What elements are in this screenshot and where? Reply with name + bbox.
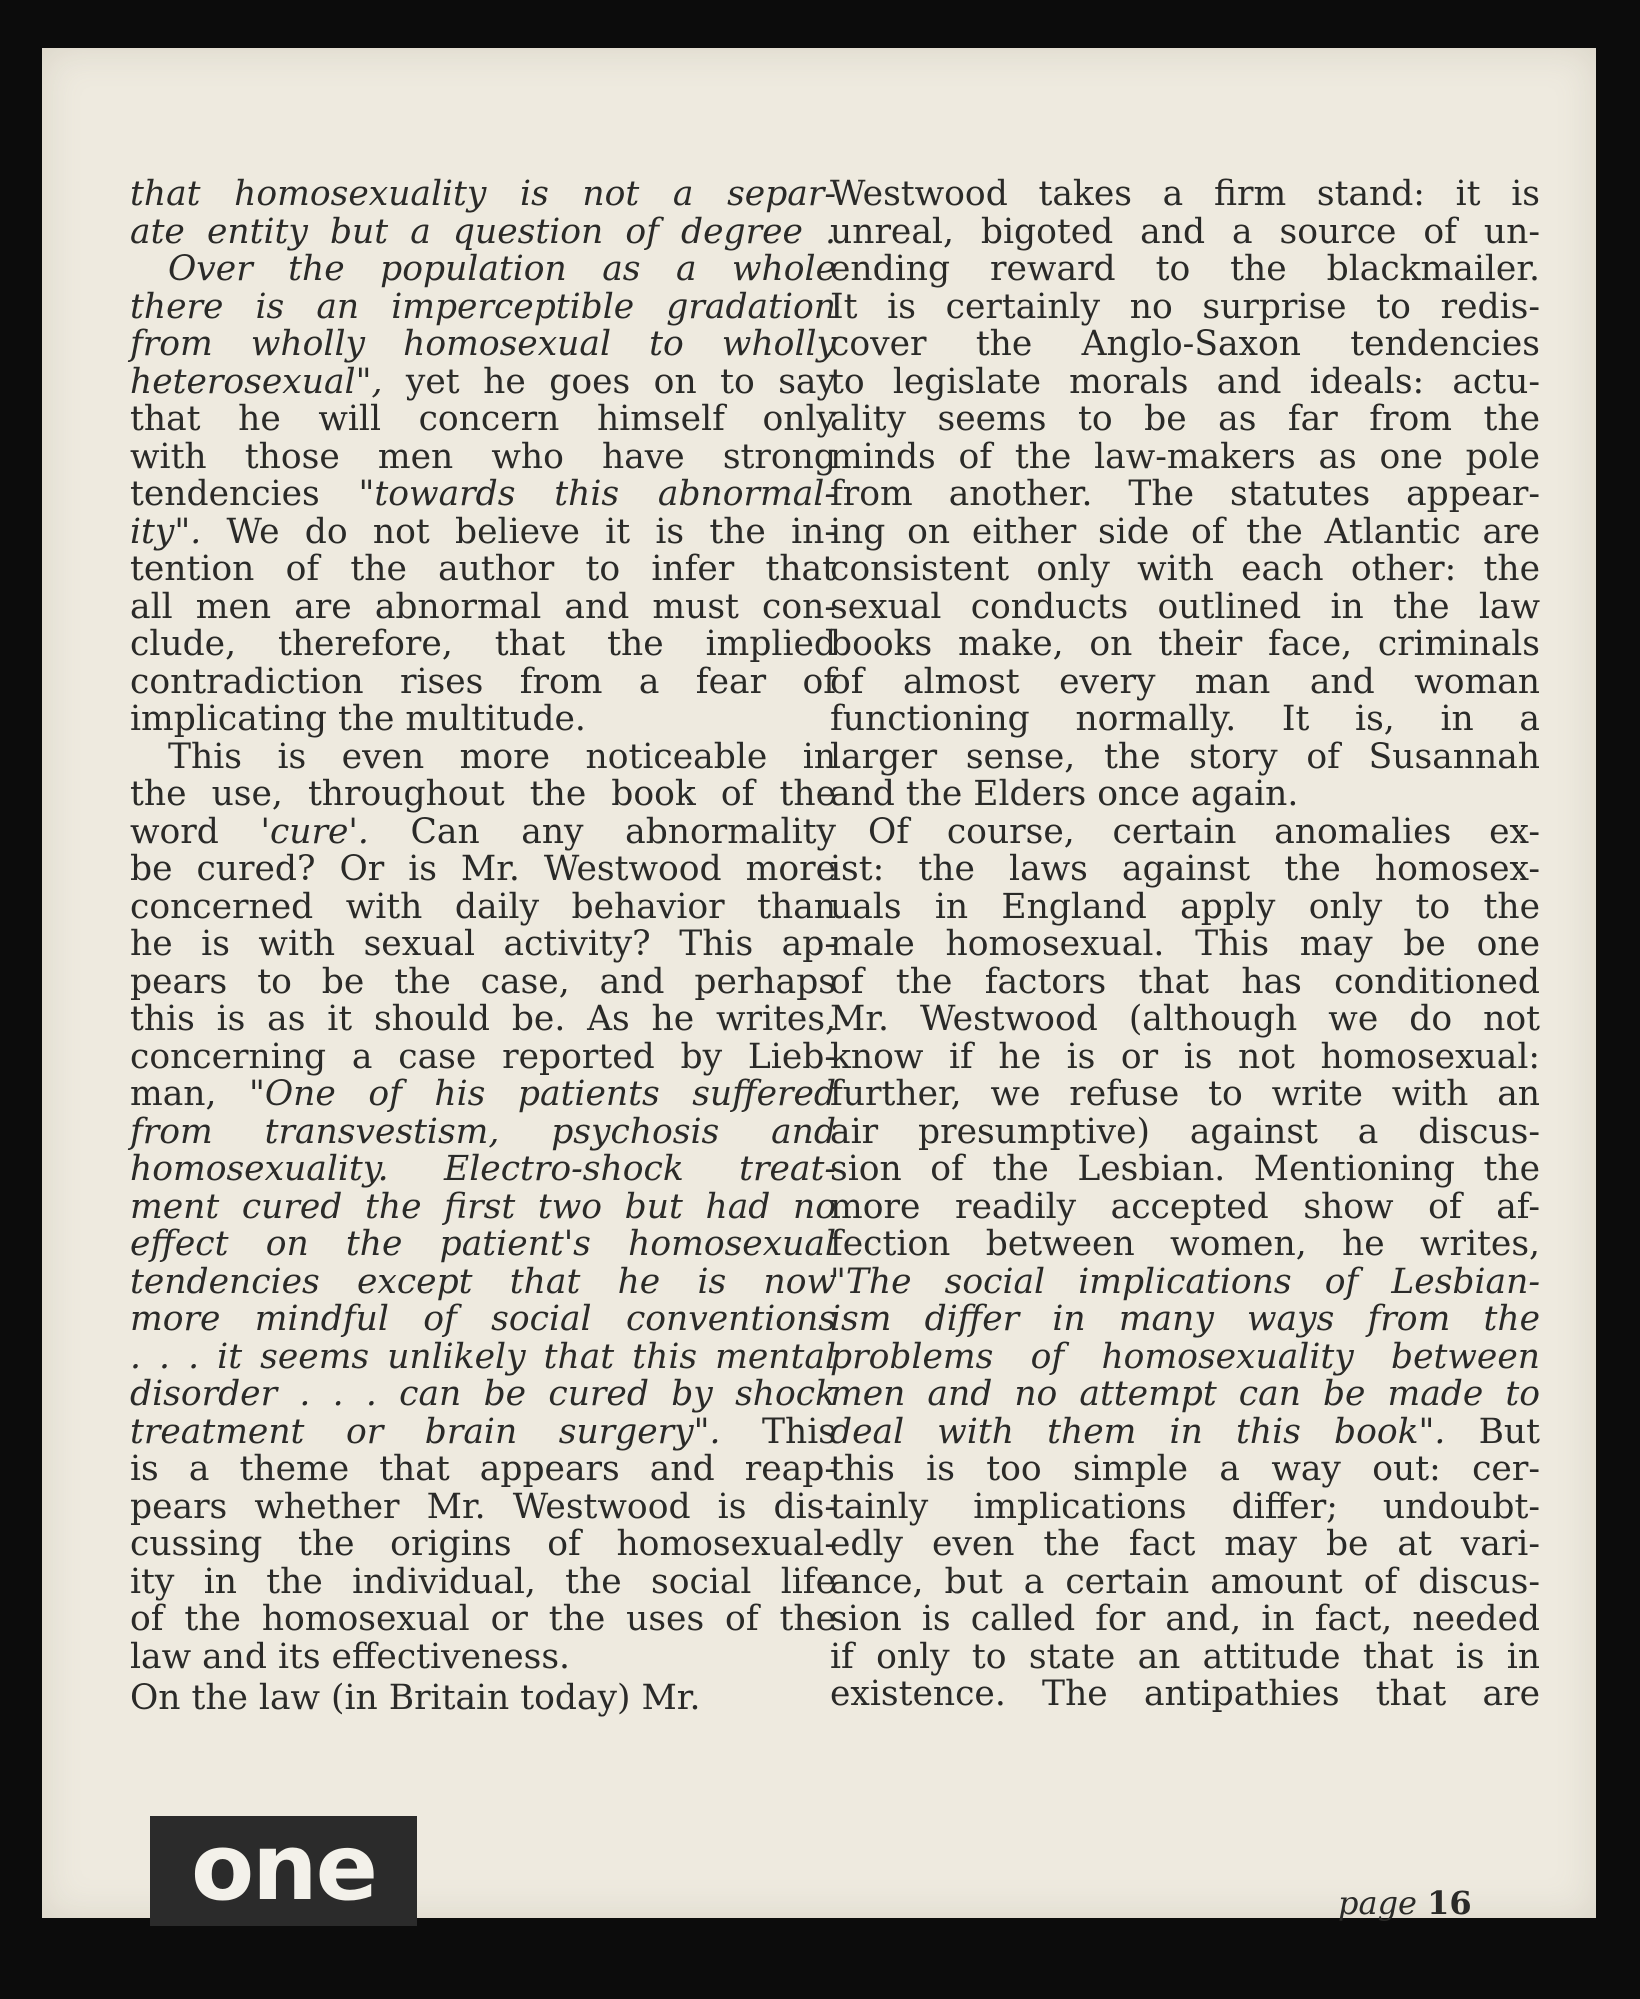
text-line: more readily accepted show of af- — [830, 1186, 1540, 1227]
text-line: ate entity but a question of degree . — [130, 211, 836, 252]
text-line: ment cured the first two but had no — [130, 1186, 836, 1227]
text-segment: But — [1445, 1411, 1541, 1452]
text-line — [130, 1076, 836, 1114]
text-line — [130, 511, 836, 552]
text-line: problems of homosexuality between — [830, 1336, 1540, 1377]
text-line: "The social implications of Lesbian- — [830, 1261, 1540, 1302]
page-number-value: 16 — [1427, 1884, 1472, 1922]
text-line: ity in the individual, the social life — [130, 1561, 836, 1602]
text-segment: This — [720, 1411, 837, 1452]
text-line: contradiction rises from a fear of — [130, 661, 836, 702]
page-label: page — [1338, 1884, 1417, 1922]
text-line: functioning normally. It is, in a — [830, 699, 1540, 739]
text-line: that homosexuality is not a separ- — [130, 174, 836, 214]
text-line: cover the Anglo-Saxon tendencies — [830, 324, 1540, 364]
text-line: of almost every man and woman — [830, 661, 1540, 702]
text-line: from another. The statutes appear- — [830, 474, 1540, 514]
text-line: sion is called for and, in fact, needed — [830, 1599, 1540, 1639]
text-line: cussing the origins of homosexual- — [130, 1524, 836, 1564]
text-segment: "One of his patients suffered — [249, 1074, 836, 1114]
text-line: ing on either side of the Atlantic are — [830, 511, 1540, 552]
text-line: existence. The antipathies that are — [830, 1674, 1540, 1714]
text-line: This is even more noticeable in — [168, 736, 836, 777]
text-segment: man, — [130, 1074, 250, 1114]
text-line: all men are abnormal and must con- — [130, 586, 836, 627]
text-segment: yet he goes on to say — [382, 361, 836, 402]
text-line: Of course, certain anomalies ex- — [868, 811, 1540, 852]
text-line: know if he is or is not homosexual: — [830, 1036, 1540, 1077]
text-line: further, we refuse to write with an — [830, 1074, 1540, 1114]
text-segment: "towards this abnormal- — [358, 474, 836, 514]
text-line: sion of the Lesbian. Mentioning the — [830, 1149, 1540, 1189]
text-line: fection between women, he writes, — [830, 1224, 1540, 1264]
text-segment: deal with them in this book". — [830, 1411, 1446, 1452]
text-line: there is an imperceptible gradation — [130, 286, 836, 327]
text-line: . . . it seems unlikely that this mental — [130, 1336, 836, 1377]
text-line: of the homosexual or the uses of the — [130, 1599, 836, 1639]
text-line: of the factors that has conditioned — [830, 961, 1540, 1002]
text-line: law and its effectiveness. — [130, 1636, 570, 1677]
text-line: be cured? Or is Mr. Westwood more — [130, 849, 836, 889]
text-line: implicating the multitude. — [130, 699, 586, 739]
text-line: from wholly homosexual to wholly — [130, 324, 836, 364]
text-line — [130, 361, 836, 402]
text-line: male homosexual. This may be one — [830, 924, 1540, 964]
text-line — [130, 476, 836, 514]
text-line: It is certainly no surprise to redis- — [830, 286, 1540, 327]
text-line: Westwood takes a firm stand: it is — [830, 174, 1540, 214]
text-line: air presumptive) against a discus- — [830, 1111, 1540, 1152]
text-line: concerning a case reported by Lieb- — [130, 1036, 836, 1077]
text-line: consistent only with each other: the — [830, 549, 1540, 589]
text-line: uals in England apply only to the — [830, 886, 1540, 927]
right-text-column — [830, 176, 1540, 1714]
text-line: disorder . . . can be cured by shock — [130, 1374, 836, 1414]
one-magazine-logo — [150, 1816, 417, 1926]
text-line: tendencies except that he is now — [130, 1261, 836, 1302]
text-line: clude, therefore, that the implied — [130, 624, 836, 664]
text-line — [130, 1411, 837, 1452]
magazine-page — [42, 48, 1596, 1922]
text-line: pears to be the case, and perhaps — [130, 961, 836, 1002]
text-line: pears whether Mr. Westwood is dis- — [130, 1486, 836, 1527]
text-segment: ity". — [130, 511, 202, 552]
text-line: minds of the law-makers as one pole — [830, 436, 1540, 477]
text-line: sexual conducts outlined in the law — [830, 586, 1540, 627]
text-line — [830, 1411, 1541, 1452]
text-segment: 'cure'. — [260, 811, 369, 852]
text-line: from transvestism, psychosis and — [130, 1111, 836, 1152]
text-line — [130, 811, 836, 852]
text-segment: tendencies — [130, 474, 359, 514]
text-line: ance, but a certain amount of discus- — [830, 1561, 1540, 1602]
text-line: unreal, bigoted and a source of un- — [830, 211, 1540, 252]
text-segment: We do not believe it is the in- — [201, 511, 836, 552]
text-line: with those men who have strong — [130, 436, 836, 477]
text-segment: word — [130, 811, 261, 852]
text-line: Over the population as a whole — [168, 249, 836, 289]
text-line: that he will concern himself only — [130, 399, 836, 439]
text-line: this is as it should be. As he writes, — [130, 999, 836, 1039]
text-line: homosexuality. Electro-shock treat- — [130, 1149, 836, 1189]
text-segment: Can any abnormality — [368, 811, 836, 852]
text-line: he is with sexual activity? This ap- — [130, 924, 836, 964]
text-line: ality seems to be as far from the — [830, 399, 1540, 439]
text-line: Mr. Westwood (although we do not — [830, 999, 1540, 1039]
text-line: tention of the author to infer that — [130, 549, 836, 589]
text-line: is a theme that appears and reap- — [130, 1449, 836, 1489]
text-line: the use, throughout the book of the — [130, 774, 836, 814]
text-line: if only to state an attitude that is in — [830, 1636, 1540, 1677]
text-line: ist: the laws against the homosex- — [830, 849, 1540, 889]
text-line: and the Elders once again. — [830, 774, 1299, 814]
text-line: effect on the patient's homosexual — [130, 1224, 836, 1264]
text-line: to legislate morals and ideals: actu- — [830, 361, 1540, 402]
text-line: tainly implications differ; undoubt- — [830, 1486, 1540, 1527]
text-line: ending reward to the blackmailer. — [830, 249, 1540, 289]
text-line: this is too simple a way out: cer- — [830, 1449, 1540, 1489]
text-line: On the law (in Britain today) Mr. — [130, 1678, 701, 1718]
text-line: concerned with daily behavior than — [130, 886, 836, 927]
text-segment: heterosexual", — [130, 361, 383, 402]
text-line: books make, on their face, criminals — [830, 624, 1540, 664]
text-segment: treatment or brain surgery". — [130, 1411, 721, 1452]
text-line: more mindful of social conventions — [130, 1299, 836, 1339]
text-line: ism differ in many ways from the — [830, 1299, 1540, 1339]
text-line: men and no attempt can be made to — [830, 1374, 1540, 1414]
page-number — [1338, 1884, 1472, 1922]
logo-text: one — [190, 1814, 377, 1921]
text-line: edly even the fact may be at vari- — [830, 1524, 1540, 1564]
left-text-column — [130, 176, 836, 1718]
text-line: larger sense, the story of Susannah — [830, 736, 1540, 777]
